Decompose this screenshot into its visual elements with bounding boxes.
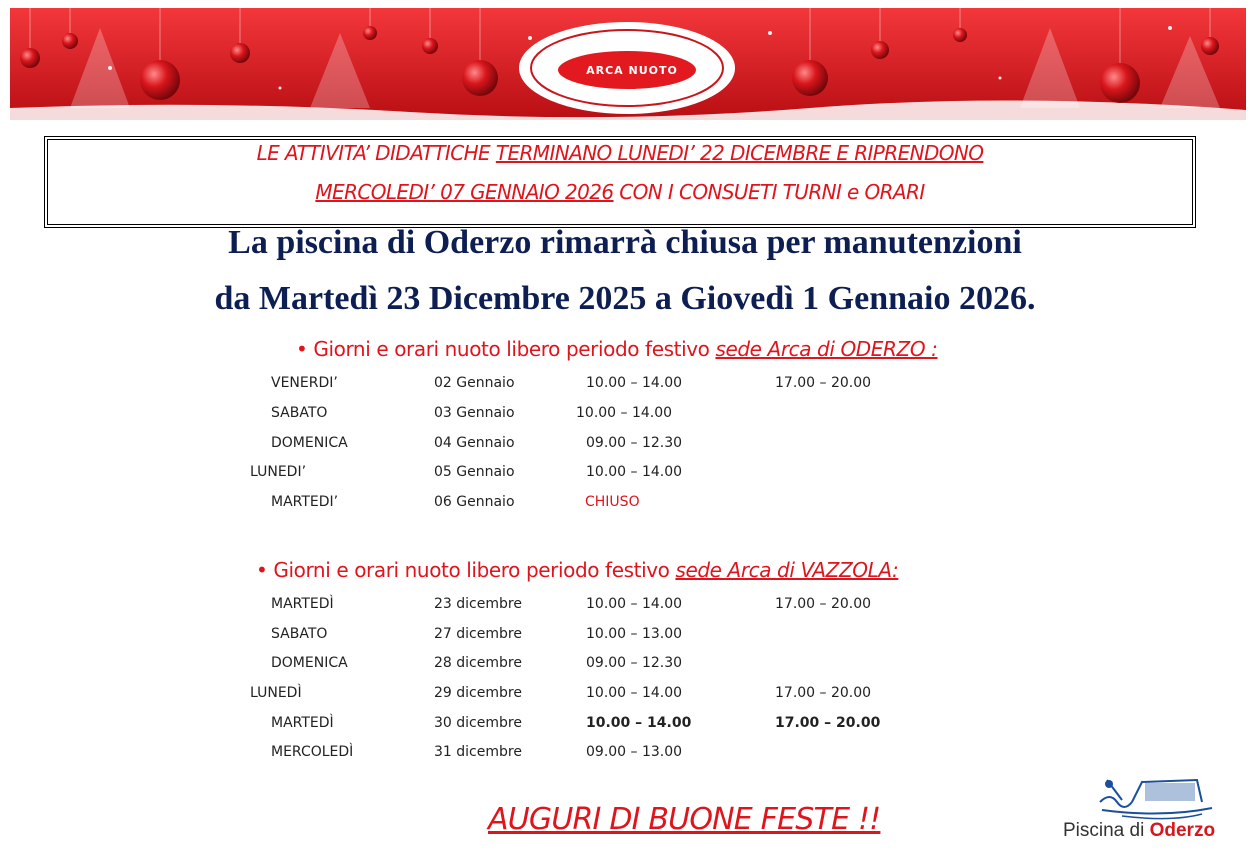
date: 27 dicembre	[434, 626, 522, 642]
date: 06 Gennaio	[434, 494, 515, 510]
closure-title-line-2: da Martedì 23 Dicembre 2025 a Giovedì 1 Gennaio 2026.	[214, 280, 1036, 317]
morning-hours: 10.00 – 13.00	[586, 626, 683, 642]
day: MARTEDI’	[271, 494, 339, 510]
notice-line-1-underlined: TERMINANO LUNEDI’ 22 DICEMBRE E RIPRENDONO	[495, 141, 984, 165]
date: 29 dicembre	[434, 685, 522, 701]
morning-hours: 10.00 – 14.00	[586, 596, 683, 612]
date: 28 dicembre	[434, 655, 522, 671]
morning-hours: 10.00 – 14.00	[586, 685, 683, 701]
notice-line-1-prefix: LE ATTIVITA’ DIDATTICHE	[256, 141, 496, 165]
date: 05 Gennaio	[434, 464, 515, 480]
bullet-icon: •	[256, 558, 268, 582]
day: VENERDI’	[271, 375, 338, 391]
day: MARTEDÌ	[271, 715, 334, 731]
notice-box	[44, 136, 1196, 228]
day: LUNEDI’	[250, 464, 307, 480]
morning-hours: 09.00 – 13.00	[586, 744, 683, 760]
logo-prefix: Piscina di	[1063, 820, 1150, 841]
day: SABATO	[271, 405, 328, 421]
oderzo-heading-prefix: Giorni e orari nuoto libero periodo festivo	[313, 337, 716, 361]
morning-hours: 09.00 – 12.30	[586, 655, 683, 671]
date: 31 dicembre	[434, 744, 522, 760]
day: SABATO	[271, 626, 328, 642]
morning-hours: 09.00 – 12.30	[586, 435, 683, 451]
notice-line-1	[45, 141, 1195, 165]
vazzola-heading-location: sede Arca di VAZZOLA:	[675, 558, 899, 582]
closure-title-line-1: La piscina di Oderzo rimarrà chiusa per manutenzioni	[228, 224, 1022, 261]
oderzo-heading	[296, 337, 937, 361]
morning-hours: 10.00 – 14.00	[586, 715, 692, 731]
season-greeting: AUGURI DI BUONE FESTE !!	[488, 802, 881, 837]
morning-hours: 10.00 – 14.00	[586, 464, 683, 480]
day: DOMENICA	[271, 655, 348, 671]
oderzo-heading-location: sede Arca di ODERZO :	[715, 337, 938, 361]
day: MARTEDÌ	[271, 596, 334, 612]
morning-hours: 10.00 – 14.00	[576, 405, 673, 421]
day: DOMENICA	[271, 435, 348, 451]
date: 30 dicembre	[434, 715, 522, 731]
vazzola-heading-prefix: Giorni e orari nuoto libero periodo festivo	[273, 558, 676, 582]
banner-logo-text: ARCA NUOTO	[586, 64, 678, 77]
afternoon-hours: 17.00 – 20.00	[775, 375, 872, 391]
day: MERCOLEDÌ	[271, 744, 354, 760]
date: 04 Gennaio	[434, 435, 515, 451]
piscina-oderzo-logo-text	[1063, 820, 1215, 842]
notice-line-2-suffix: CON I CONSUETI TURNI e ORARI	[613, 180, 925, 204]
bullet-icon: •	[296, 337, 308, 361]
day: LUNEDÌ	[250, 685, 302, 701]
date: 23 dicembre	[434, 596, 522, 612]
afternoon-hours: 17.00 – 20.00	[775, 596, 872, 612]
afternoon-hours: 17.00 – 20.00	[775, 685, 872, 701]
notice-line-2-underlined: MERCOLEDI’ 07 GENNAIO 2026	[315, 180, 614, 204]
closed-label: CHIUSO	[585, 494, 640, 510]
date: 03 Gennaio	[434, 405, 515, 421]
date: 02 Gennaio	[434, 375, 515, 391]
vazzola-heading	[256, 558, 898, 582]
afternoon-hours: 17.00 – 20.00	[775, 715, 881, 731]
morning-hours: 10.00 – 14.00	[586, 375, 683, 391]
logo-name: Oderzo	[1149, 820, 1216, 841]
notice-line-2	[45, 180, 1195, 204]
